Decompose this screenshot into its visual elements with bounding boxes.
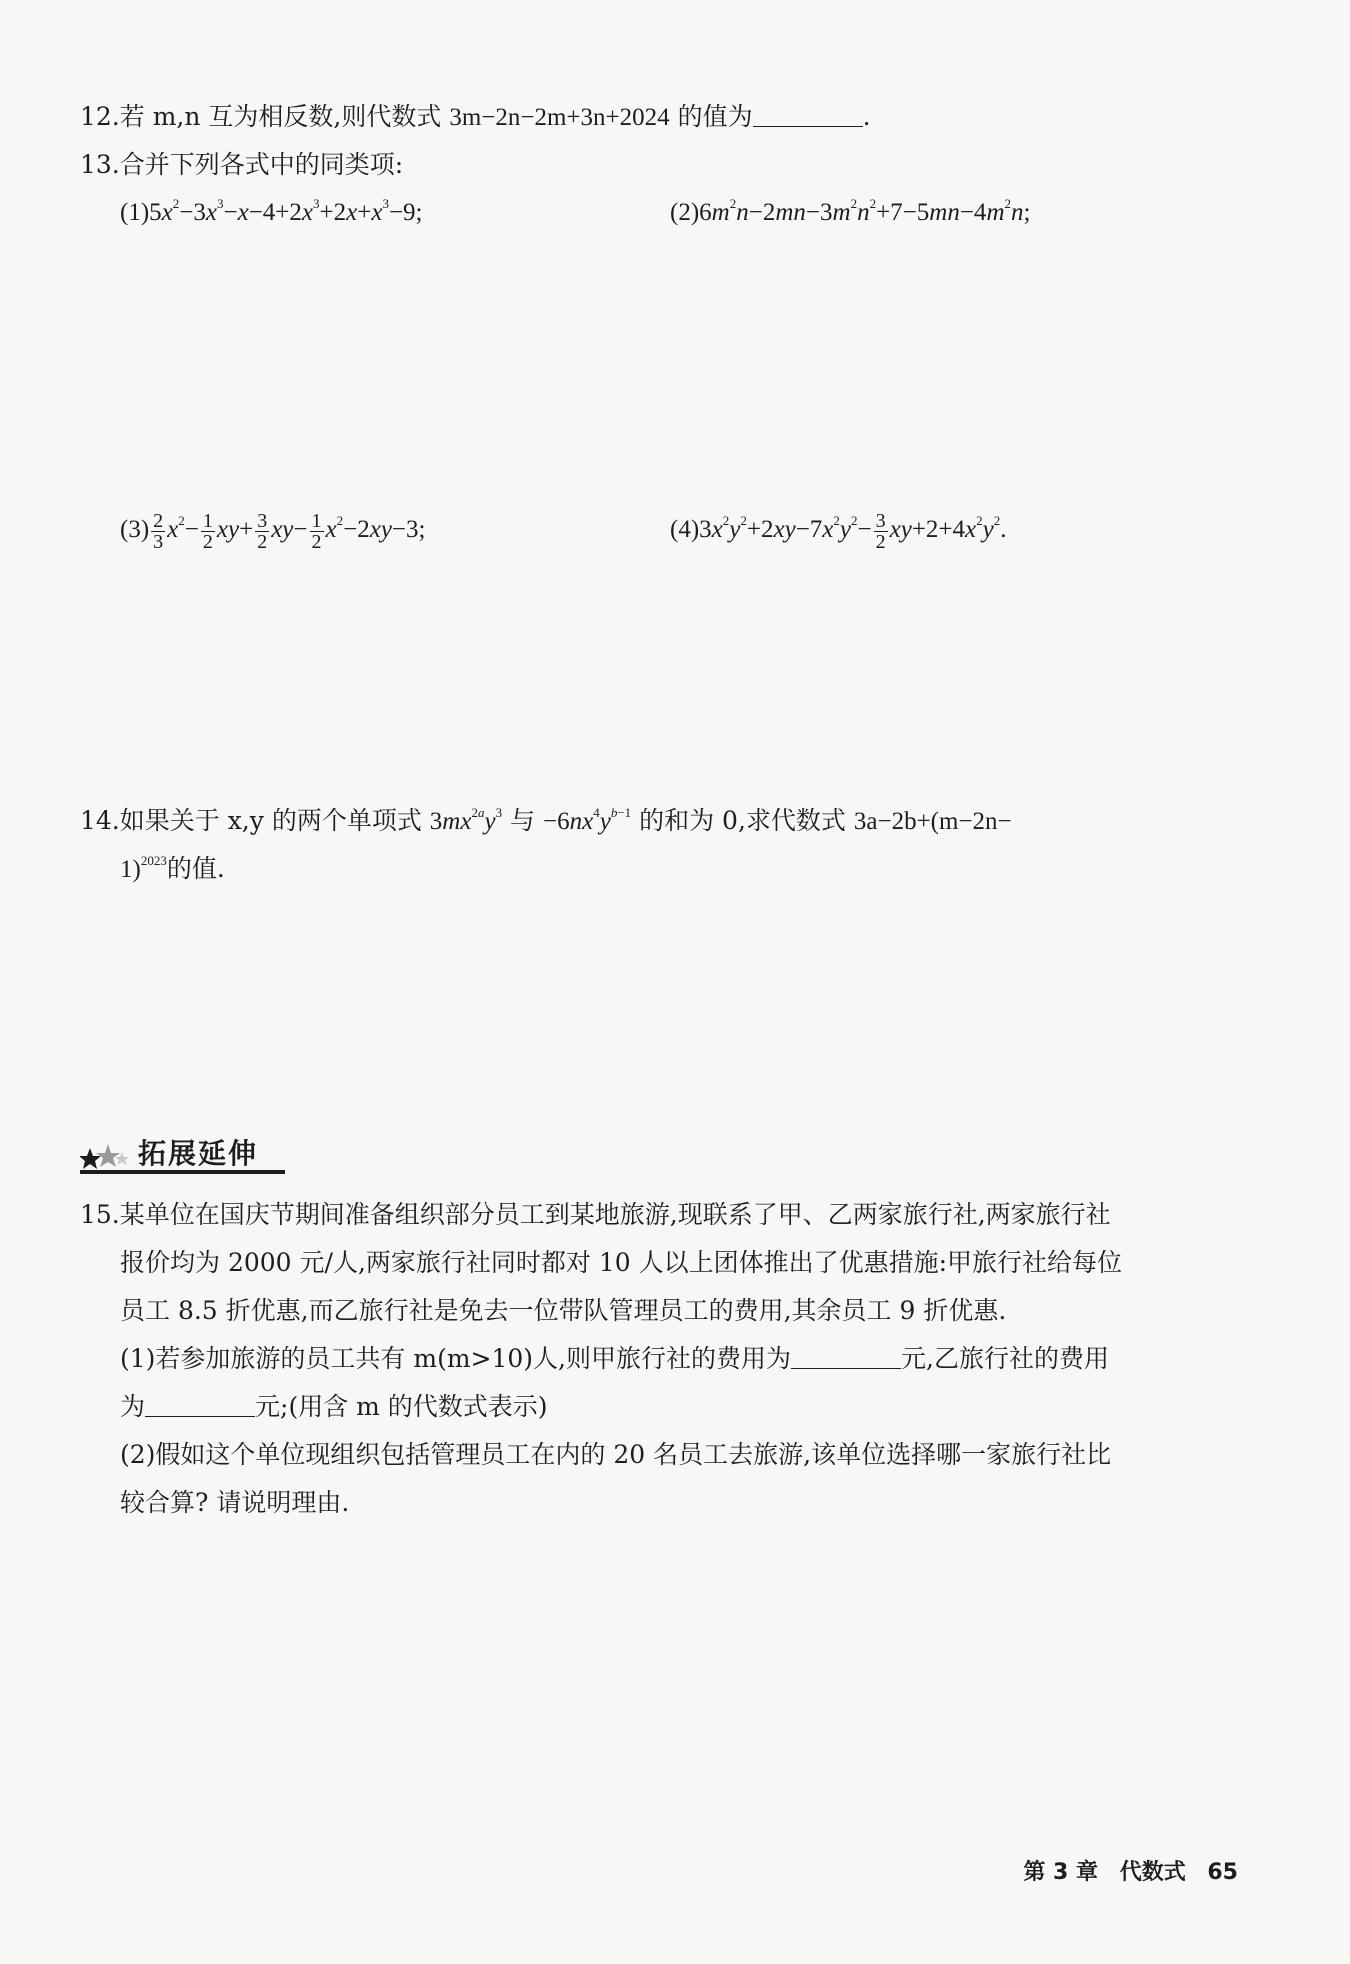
question-15-part-2: (2)假如这个单位现组织包括管理员工在内的 20 名员工去旅游,该单位选择哪一家旅行社比 xyxy=(120,1440,1112,1469)
question-13-part-2: $(2)6m^2n-2mn-3m^2n^2+7-5mn-4m^2n$; xyxy=(670,196,1031,226)
page-footer xyxy=(1009,1855,1238,1886)
chapter-title: 代数式 xyxy=(1119,1860,1186,1885)
expression: 3m−2n−2m+3n+2024 xyxy=(449,104,670,131)
question-13-title xyxy=(80,148,403,182)
question-number: 14. xyxy=(80,806,120,835)
question-text: 的值为 xyxy=(677,102,753,131)
question-13-part-1: $(1)5x^2-3x^3-x-4+2x^3+2x+x^3-9$; xyxy=(120,196,423,226)
star-icon xyxy=(80,1142,138,1172)
page-number: 65 xyxy=(1207,1860,1238,1885)
question-15-line-2: 报价均为 2000 元/人,两家旅行社同时都对 10 人以上团体推出了优惠措施:甲旅行社给每位 xyxy=(120,1248,1123,1277)
question-14-line-2: 1)$^{2023}$的值. xyxy=(120,853,225,883)
answer-blank xyxy=(145,1392,255,1417)
question-number: 13. xyxy=(80,150,120,179)
question-12: 12.若 m,n 互为相反数,则代数式 3m−2n−2m+3n+2024 的值为 . xyxy=(80,102,871,131)
question-15-line-1: 15.某单位在国庆节期间准备组织部分员工到某地旅游,现联系了甲、乙两家旅行社,两家旅行社 xyxy=(80,1200,1111,1229)
fraction: $\frac{3}{2}$ xyxy=(875,509,886,553)
chapter-label: 第 3 章 xyxy=(1023,1860,1099,1885)
question-number: 12. xyxy=(80,102,120,131)
fraction: $\frac{1}{2}$ xyxy=(311,509,322,553)
question-13-part-4: $(4)3x^2y^2+2xy-7x^2y^2-$ $\frac{3}{2}$ $xy+2+4x^2y^2$. xyxy=(670,509,1007,553)
answer-blank xyxy=(753,102,863,127)
fraction: $\frac{1}{2}$ xyxy=(202,509,213,553)
question-text: 若 m,n 互为相反数,则代数式 xyxy=(119,102,442,131)
fraction: $\frac{2}{3}$ xyxy=(153,509,164,553)
section-title: 拓展延伸 xyxy=(138,1137,259,1170)
question-13-part-3: (3) $\frac{2}{3}$ $x^2-$ $\frac{1}{2}$ xy+ $\frac{3}{2}$ xy− $\frac{1}{2}$ $x^2-2xy-3$; xyxy=(120,509,426,553)
question-number: 15. xyxy=(80,1200,120,1229)
question-text: 合并下列各式中的同类项: xyxy=(119,150,404,179)
section-underline xyxy=(80,1170,285,1174)
fraction: $\frac{3}{2}$ xyxy=(257,509,268,553)
question-15-part-2-cont: 较合算? 请说明理由. xyxy=(120,1488,350,1517)
question-15-part-1: (1)若参加旅游的员工共有 m(m>10)人,则甲旅行社的费用为 元,乙旅行社的费用 xyxy=(120,1344,1109,1373)
section-heading xyxy=(80,1130,285,1180)
question-15-line-3: 员工 8.5 折优惠,而乙旅行社是免去一位带队管理员工的费用,其余员工 9 折优惠. xyxy=(120,1296,1007,1325)
question-15-part-1-cont: 为 元;(用含 m 的代数式表示) xyxy=(120,1392,548,1421)
answer-blank xyxy=(791,1344,901,1369)
question-14-line-1: 14.如果关于 x,y 的两个单项式 $3mx^{2a}y^3$ 与 $-6nx^4y^{b-1}$ 的和为 0,求代数式 3a−2b+(m−2n− xyxy=(80,805,1012,835)
